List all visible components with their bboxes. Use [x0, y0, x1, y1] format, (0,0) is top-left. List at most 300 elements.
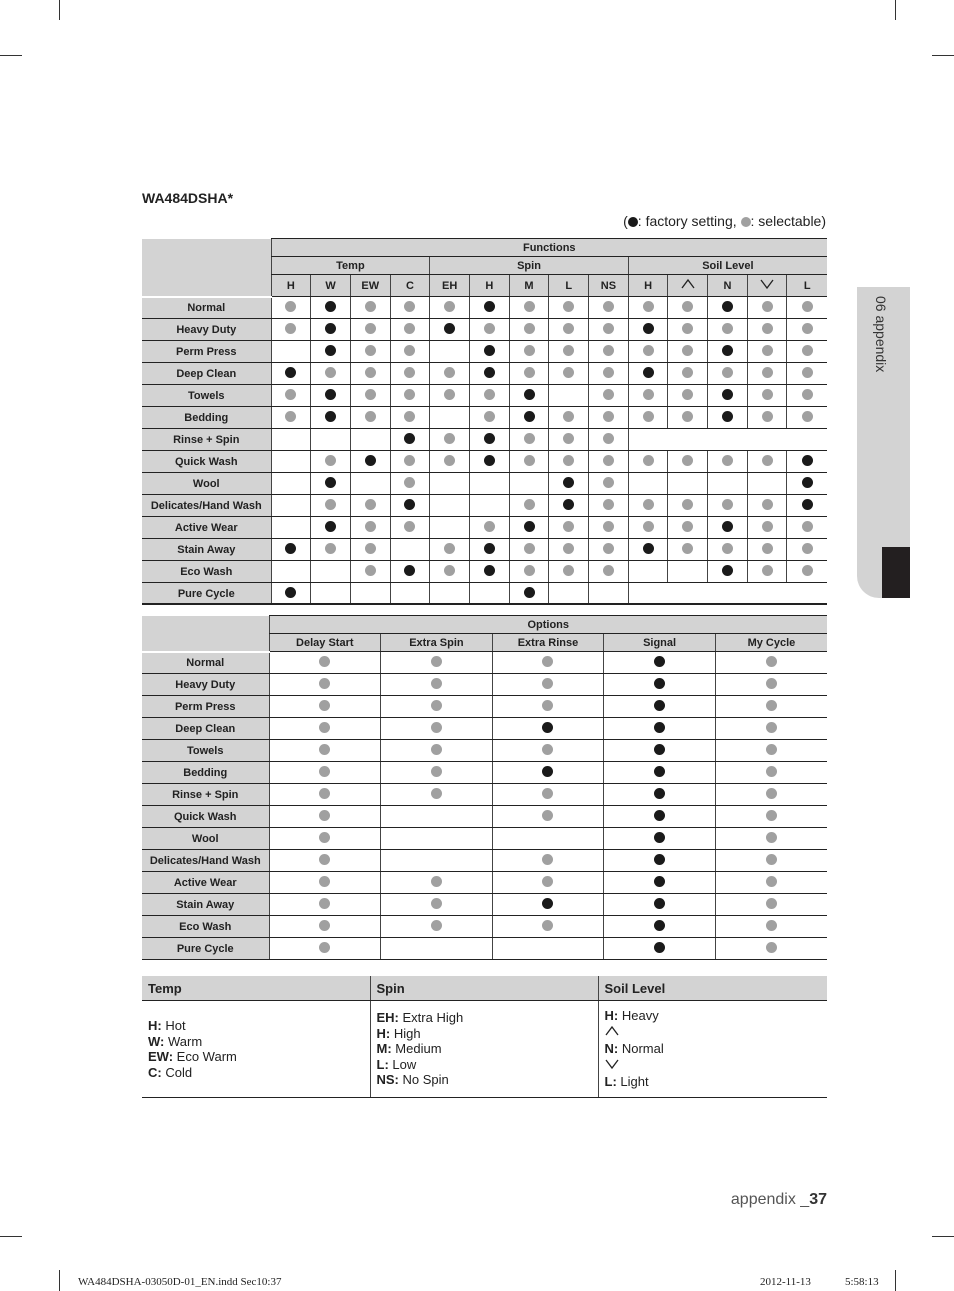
crop-mark: [895, 1270, 896, 1291]
table-cell: [708, 451, 748, 473]
table-cell: [381, 916, 493, 938]
selectable-dot-icon: [766, 832, 777, 843]
header-blank: [142, 616, 269, 652]
selectable-dot-icon: [444, 367, 455, 378]
table-cell: [381, 894, 493, 916]
key-abbrev: L:: [604, 1074, 617, 1090]
row-label: Active Wear: [142, 872, 269, 894]
selectable-dot-icon: [643, 521, 654, 532]
key-header-soil: Soil Level: [598, 976, 827, 1001]
table-cell: [509, 363, 549, 385]
selectable-dot-icon: [603, 565, 614, 576]
selectable-dot-icon: [431, 656, 442, 667]
table-cell: [589, 561, 629, 583]
selectable-dot-icon: [722, 543, 733, 554]
factory-dot-icon: [722, 301, 733, 312]
table-row: [142, 297, 827, 319]
factory-dot-icon: [542, 722, 553, 733]
table-cell: [430, 363, 470, 385]
table-cell: [350, 539, 390, 561]
table-cell: [269, 872, 381, 894]
selectable-dot-icon: [285, 389, 296, 400]
table-cell: [668, 341, 708, 363]
table-cell: [509, 539, 549, 561]
table-cell: [708, 297, 748, 319]
table-cell: [668, 451, 708, 473]
table-cell: [350, 561, 390, 583]
table-cell: [787, 517, 827, 539]
selectable-dot-icon: [404, 521, 415, 532]
row-label: Heavy Duty: [142, 674, 269, 696]
table-cell: [589, 495, 629, 517]
row-label: Bedding: [142, 762, 269, 784]
table-row: [142, 407, 827, 429]
selectable-dot-icon: [682, 389, 693, 400]
selectable-dot-icon: [404, 411, 415, 422]
key-meaning: High: [393, 1025, 421, 1041]
factory-dot-icon: [404, 499, 415, 510]
selectable-dot-icon: [766, 656, 777, 667]
table-cell: [430, 473, 470, 495]
factory-dot-icon: [722, 521, 733, 532]
table-cell: [668, 473, 708, 495]
table-cell: [390, 319, 430, 341]
table-cell: [668, 385, 708, 407]
table-cell: [311, 583, 351, 605]
factory-dot-icon: [524, 411, 535, 422]
table-cell: [271, 385, 311, 407]
table-cell: [787, 407, 827, 429]
selectable-dot-icon: [563, 521, 574, 532]
table-cell: [492, 916, 604, 938]
selectable-dot-icon: [802, 389, 813, 400]
table-cell: [747, 451, 787, 473]
selectable-dot-icon: [563, 543, 574, 554]
factory-dot-icon: [654, 766, 665, 777]
group-header: Soil Level: [628, 257, 827, 275]
side-tab-label: 06 appendix: [873, 296, 889, 373]
table-cell: [311, 561, 351, 583]
factory-dot-icon: [484, 455, 495, 466]
legend-selectable: : selectable): [750, 213, 826, 229]
table-cell: [747, 495, 787, 517]
table-cell: [492, 674, 604, 696]
table-cell: [430, 583, 470, 605]
selectable-dot-icon: [682, 411, 693, 422]
selectable-dot-icon: [285, 301, 296, 312]
table-cell: [589, 319, 629, 341]
footer-section: appendix _: [730, 1191, 810, 1208]
table-cell: [469, 407, 509, 429]
selectable-dot-icon: [603, 521, 614, 532]
table-cell: [381, 762, 493, 784]
table-cell: [715, 828, 827, 850]
factory-dot-icon: [654, 810, 665, 821]
selectable-dot-icon: [365, 301, 376, 312]
key-entry: [148, 1065, 370, 1081]
selectable-dot-icon: [431, 920, 442, 931]
factory-dot-icon: [325, 389, 336, 400]
row-label: Deep Clean: [142, 363, 271, 385]
table-cell: [787, 495, 827, 517]
table-cell: [589, 385, 629, 407]
selectable-dot-icon: [802, 565, 813, 576]
selectable-dot-icon: [484, 389, 495, 400]
row-label: Normal: [142, 297, 271, 319]
factory-dot-icon: [654, 788, 665, 799]
table-cell: [390, 451, 430, 473]
factory-dot-icon: [643, 543, 654, 554]
factory-dot-icon: [325, 323, 336, 334]
column-header: H: [628, 275, 668, 297]
table-cell: [715, 894, 827, 916]
selectable-dot-icon: [325, 455, 336, 466]
selectable-dot-icon: [365, 411, 376, 422]
factory-dot-icon: [643, 323, 654, 334]
table-cell: [271, 363, 311, 385]
table-cell: [787, 297, 827, 319]
table-cell: [390, 561, 430, 583]
table-cell: [311, 319, 351, 341]
table-cell: [271, 517, 311, 539]
factory-dot-icon: [285, 543, 296, 554]
table-cell: [271, 319, 311, 341]
table-cell: [589, 473, 629, 495]
table-cell: [492, 652, 604, 674]
table-cell: [589, 341, 629, 363]
factory-dot-icon: [365, 455, 376, 466]
table-cell: [604, 674, 716, 696]
table-cell: [708, 407, 748, 429]
table-cell: [390, 539, 430, 561]
key-entry: [148, 1034, 370, 1050]
selectable-dot-icon: [524, 367, 535, 378]
table-cell: [311, 297, 351, 319]
selectable-dot-icon: [542, 656, 553, 667]
table-cell: [311, 451, 351, 473]
table-cell: [350, 517, 390, 539]
table-cell: [390, 583, 430, 605]
selectable-dot-icon: [722, 323, 733, 334]
selectable-dot-icon: [365, 367, 376, 378]
table-cell: [469, 583, 509, 605]
table-cell: [715, 696, 827, 718]
table-cell: [509, 407, 549, 429]
selectable-dot-icon: [484, 521, 495, 532]
selectable-dot-icon: [319, 788, 330, 799]
table-cell: [715, 718, 827, 740]
table-cell: [747, 385, 787, 407]
table-cell: [549, 561, 589, 583]
row-label: Towels: [142, 385, 271, 407]
table-cell: [747, 561, 787, 583]
factory-dot-icon: [524, 521, 535, 532]
table-cell: [787, 451, 827, 473]
key-table: [142, 976, 827, 1098]
row-label: Eco Wash: [142, 916, 269, 938]
table-cell: [469, 363, 509, 385]
row-label: Normal: [142, 652, 269, 674]
selectable-dot-icon: [802, 345, 813, 356]
page-footer: [731, 1191, 827, 1209]
selectable-dot-icon: [722, 499, 733, 510]
table-cell: [549, 451, 589, 473]
table-cell: [604, 784, 716, 806]
table-cell: [787, 561, 827, 583]
table-cell: [628, 319, 668, 341]
selectable-dot-icon: [319, 656, 330, 667]
table-row: [142, 652, 827, 674]
crop-mark: [0, 55, 22, 56]
table-cell: [381, 938, 493, 960]
table-cell: [604, 872, 716, 894]
table-cell: [604, 850, 716, 872]
factory-dot-icon: [563, 477, 574, 488]
selectable-dot-icon: [563, 455, 574, 466]
selectable-dot-icon: [762, 389, 773, 400]
factory-dot-icon: [654, 832, 665, 843]
selectable-dot-icon: [319, 942, 330, 953]
table-cell: [708, 495, 748, 517]
table-cell: [492, 718, 604, 740]
factory-dot-icon: [325, 301, 336, 312]
selectable-dot-icon: [802, 521, 813, 532]
selectable-dot-icon: [444, 455, 455, 466]
key-abbrev: EW:: [148, 1049, 174, 1064]
table-cell: [381, 850, 493, 872]
table-cell: [628, 539, 668, 561]
selectable-dot-icon: [563, 345, 574, 356]
selectable-dot-icon: [762, 301, 773, 312]
selectable-dot-icon: [404, 345, 415, 356]
factory-dot-icon: [802, 477, 813, 488]
factory-dot-icon: [802, 499, 813, 510]
table-cell: [509, 561, 549, 583]
selectable-dot-icon: [603, 543, 614, 554]
key-entry: [605, 1024, 828, 1042]
table-cell: [430, 451, 470, 473]
table-cell: [430, 429, 470, 451]
selectable-dot-icon: [319, 854, 330, 865]
table-cell: [269, 784, 381, 806]
table-cell: [708, 473, 748, 495]
table-row: [142, 828, 827, 850]
table-cell: [715, 850, 827, 872]
table-cell: [715, 784, 827, 806]
table-cell: [747, 341, 787, 363]
table-cell: [350, 319, 390, 341]
selectable-dot-icon: [319, 766, 330, 777]
row-label: Pure Cycle: [142, 583, 271, 605]
key-entry: [377, 1057, 598, 1073]
table-cell: [381, 872, 493, 894]
table-cell: [271, 561, 311, 583]
factory-dot-icon: [654, 700, 665, 711]
table-row: [142, 894, 827, 916]
up-arrow-icon: [681, 277, 695, 291]
options-header: Options: [269, 616, 827, 634]
table-cell: [509, 429, 549, 451]
key-temp: [142, 1001, 370, 1098]
table-cell: [747, 297, 787, 319]
table-cell: [589, 407, 629, 429]
factory-dot-icon: [524, 389, 535, 400]
column-header: [747, 275, 787, 297]
factory-dot-icon: [444, 323, 455, 334]
table-cell: [381, 784, 493, 806]
column-header: EH: [430, 275, 470, 297]
table-cell: [381, 740, 493, 762]
selectable-dot-icon: [365, 323, 376, 334]
selectable-dot-icon: [404, 477, 415, 488]
row-label: Wool: [142, 473, 271, 495]
selectable-dot-icon: [603, 367, 614, 378]
selectable-dot-icon: [404, 389, 415, 400]
table-cell: [549, 495, 589, 517]
table-row: [142, 429, 827, 451]
table-cell: [668, 539, 708, 561]
selectable-dot-icon: [563, 301, 574, 312]
table-cell: [628, 297, 668, 319]
factory-dot-icon: [524, 587, 535, 598]
selectable-dot-icon: [563, 323, 574, 334]
table-cell: [430, 539, 470, 561]
selectable-dot-icon: [643, 301, 654, 312]
selectable-dot-icon: [563, 411, 574, 422]
selectable-dot-icon: [484, 323, 495, 334]
selectable-dot-icon: [319, 700, 330, 711]
table-cell: [628, 473, 668, 495]
table-cell: [350, 451, 390, 473]
table-cell: [589, 517, 629, 539]
selectable-dot-icon: [603, 345, 614, 356]
table-cell: [589, 583, 629, 605]
column-header: [668, 275, 708, 297]
table-cell: [628, 341, 668, 363]
down-arrow-icon: [605, 1057, 619, 1071]
table-cell: [492, 696, 604, 718]
selectable-dot-icon: [603, 477, 614, 488]
row-label: Rinse + Spin: [142, 784, 269, 806]
table-cell: [509, 451, 549, 473]
key-meaning: Normal: [621, 1041, 664, 1057]
selectable-dot-icon: [444, 543, 455, 554]
table-cell: [747, 539, 787, 561]
factory-dot-icon: [484, 565, 495, 576]
selectable-dot-icon: [542, 744, 553, 755]
selectable-dot-icon: [682, 345, 693, 356]
factory-dot-icon: [722, 565, 733, 576]
factory-dot-icon: [404, 565, 415, 576]
table-row: [142, 784, 827, 806]
key-abbrev: H:: [376, 1025, 391, 1041]
selectable-dot-icon: [319, 678, 330, 689]
column-header: W: [311, 275, 351, 297]
table-cell: [787, 363, 827, 385]
selectable-dot-icon: [404, 367, 415, 378]
row-label: Towels: [142, 740, 269, 762]
table-cell: [350, 429, 390, 451]
table-cell: [492, 872, 604, 894]
selectable-dot-icon: [365, 565, 376, 576]
key-header-spin: Spin: [370, 976, 598, 1001]
table-row: [142, 473, 827, 495]
selectable-dot-icon: [802, 367, 813, 378]
crop-mark: [932, 55, 954, 56]
table-cell: [509, 473, 549, 495]
table-row: [142, 451, 827, 473]
column-header: M: [509, 275, 549, 297]
table-row: [142, 583, 827, 605]
factory-dot-icon: [484, 301, 495, 312]
factory-dot-icon: [654, 920, 665, 931]
factory-dot-icon: [484, 367, 495, 378]
table-cell: [269, 806, 381, 828]
column-header: Extra Spin: [381, 634, 493, 652]
table-row: [142, 385, 827, 407]
table-cell: [715, 762, 827, 784]
table-cell: [269, 696, 381, 718]
group-header: Spin: [430, 257, 628, 275]
table-cell: [509, 583, 549, 605]
functions-table: [142, 238, 827, 605]
selectable-dot-icon: [766, 766, 777, 777]
table-row: [142, 319, 827, 341]
table-cell: [269, 894, 381, 916]
table-cell: [350, 297, 390, 319]
table-cell: [311, 517, 351, 539]
table-cell: [271, 429, 311, 451]
factory-dot-icon: [285, 587, 296, 598]
key-meaning: Warm: [168, 1033, 203, 1049]
selectable-dot-icon: [365, 543, 376, 554]
table-cell: [390, 407, 430, 429]
selectable-dot-icon: [766, 854, 777, 865]
table-cell: [747, 363, 787, 385]
table-row: [142, 674, 827, 696]
factory-dot-icon: [722, 345, 733, 356]
selectable-dot-icon: [722, 367, 733, 378]
row-label: Delicates/Hand Wash: [142, 850, 269, 872]
selectable-dot-icon: [542, 788, 553, 799]
key-meaning: Medium: [395, 1041, 442, 1057]
table-cell: [604, 740, 716, 762]
key-entry: [605, 1074, 828, 1090]
factory-dot-icon: [722, 389, 733, 400]
row-label: Perm Press: [142, 696, 269, 718]
key-soil: [598, 1001, 827, 1098]
table-cell: [787, 319, 827, 341]
selectable-dot-icon: [319, 898, 330, 909]
header-blank: [142, 239, 271, 297]
selectable-dot-icon: [682, 367, 693, 378]
key-meaning: Cold: [165, 1064, 193, 1080]
selectable-dot-icon: [319, 876, 330, 887]
table-cell: [668, 407, 708, 429]
table-cell: [469, 517, 509, 539]
table-cell: [668, 517, 708, 539]
key-meaning: Hot: [165, 1018, 186, 1033]
row-label: Perm Press: [142, 341, 271, 363]
table-cell: [715, 740, 827, 762]
table-cell: [390, 429, 430, 451]
key-abbrev: EH:: [376, 1010, 399, 1026]
table-cell: [469, 297, 509, 319]
crop-mark: [932, 1236, 954, 1237]
table-cell: [469, 385, 509, 407]
selectable-dot-icon: [444, 433, 455, 444]
factory-dot-icon: [542, 766, 553, 777]
